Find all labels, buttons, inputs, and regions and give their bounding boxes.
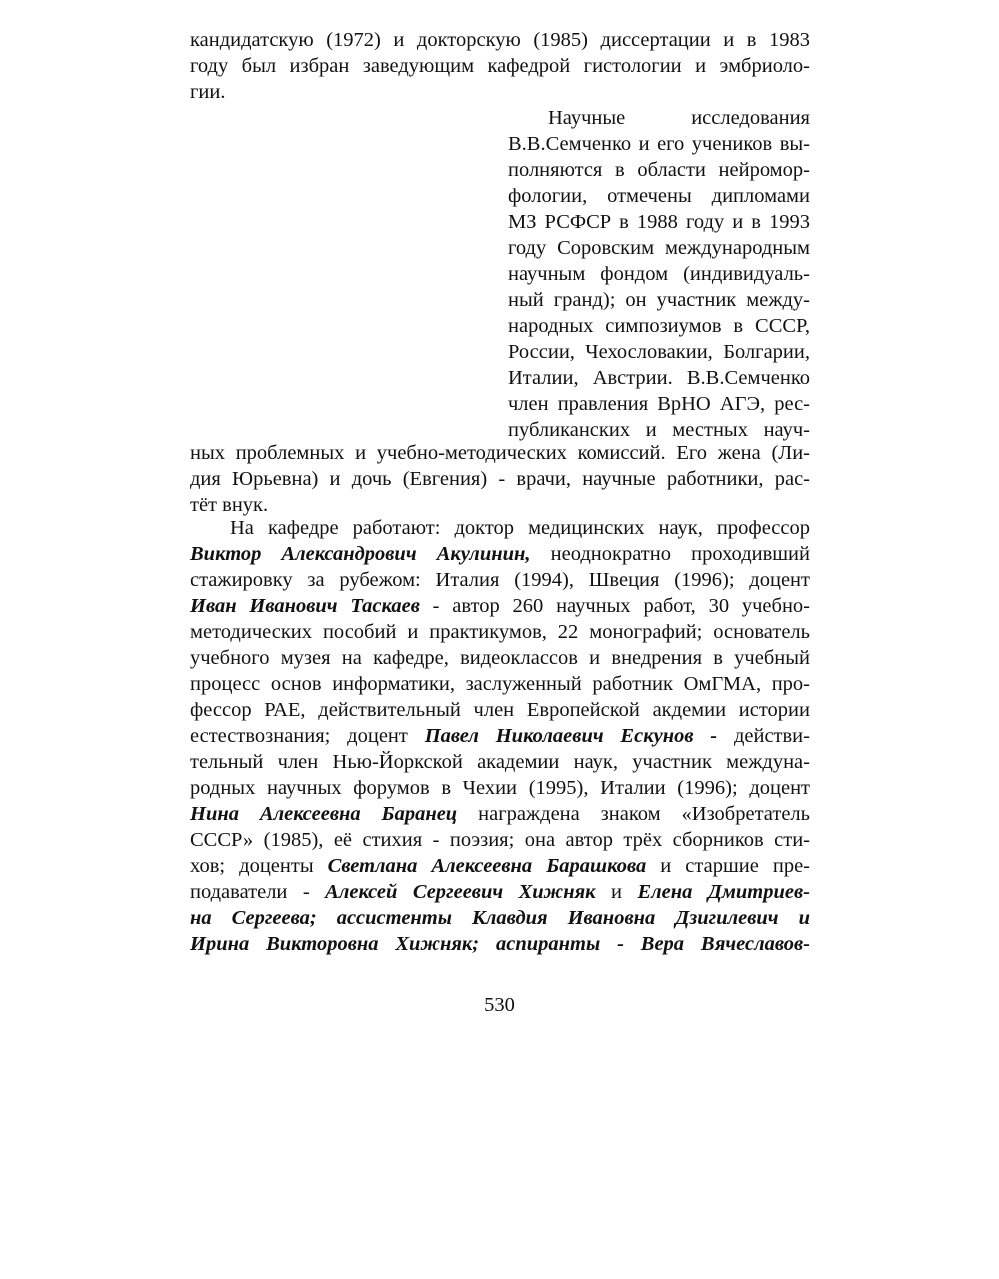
text-fragment: награждена знаком «Изобретатель [457, 803, 810, 825]
text-line: фессор РАЕ, действительный член Европейской акдемии истории [190, 699, 810, 721]
person-name: Светлана Алексеевна Барашкова [327, 855, 647, 877]
text-fragment: подаватели - [190, 881, 326, 903]
text-line: Ирина Викторовна Хижняк; аспиранты - Вера Вячеславов- [190, 933, 810, 955]
text-line: На кафедре работают: доктор медицинских наук, профессор [230, 517, 810, 539]
text-line: публиканских и местных науч- [508, 419, 810, 441]
text-line: учебного музея на кафедре, видеоклассов и внедрения в учебный [190, 647, 810, 669]
text-line: СССР» (1985), её стихия - поэзия; она автор трёх сборников сти- [190, 829, 810, 851]
text-fragment: действи- [717, 725, 810, 747]
text-line: Научные исследования [548, 107, 810, 129]
text-fragment: хов; доценты [190, 855, 328, 877]
text-line: научным фондом (индивидуаль- [508, 263, 810, 285]
person-name: Нина Алексеевна Баранец [190, 803, 458, 825]
text-line: народных симпозиумов в СССР, [508, 315, 810, 337]
person-name: Елена Дмитриев- [637, 881, 810, 903]
text-line [190, 879, 810, 905]
text-line: Италии, Австрии. В.В.Семченко [508, 367, 810, 389]
text-line: В.В.Семченко и его учеников вы- [508, 133, 810, 155]
text-fragment: - автор 260 научных работ, 30 учебно- [419, 595, 810, 617]
text-line: году Соровским международным [508, 237, 810, 259]
text-line: стажировку за рубежом: Италия (1994), Швеция (1996); доцент [190, 569, 810, 591]
text-fragment: и старшие пре- [646, 855, 810, 877]
person-name: Иван Иванович Таскаев [190, 595, 420, 617]
text-fragment: и [595, 881, 638, 903]
text-line: России, Чехословакии, Болгарии, [508, 341, 810, 363]
person-name: Алексей Сергеевич Хижняк [325, 881, 596, 903]
text-line: гии. [190, 81, 226, 103]
text-line: ных проблемных и учебно-методических комиссий. Его жена (Ли- [190, 442, 810, 464]
text-line [190, 853, 810, 879]
text-line: полняются в области нейромор- [508, 159, 810, 181]
text-line: году был избран заведующим кафедрой гистологии и эмбриоло- [190, 55, 810, 77]
text-line: ный гранд); он участник между- [508, 289, 810, 311]
text-fragment: естествознания; доцент [190, 725, 425, 747]
person-name: Виктор Александрович Акулинин, [190, 543, 531, 565]
text-line: тельный член Нью-Йоркской академии наук, участник междуна- [190, 751, 810, 773]
text-line [190, 723, 810, 749]
text-line: дия Юрьевна) и дочь (Евгения) - врачи, научные работники, рас- [190, 468, 810, 490]
text-line [190, 541, 810, 567]
text-line: фологии, отмечены дипломами [508, 185, 810, 207]
text-line: родных научных форумов в Чехии (1995), Италии (1996); доцент [190, 777, 810, 799]
text-line: процесс основ информатики, заслуженный работник ОмГМА, про- [190, 673, 810, 695]
text-line [190, 801, 810, 827]
page-number: 530 [484, 994, 515, 1016]
text-line: МЗ РСФСР в 1988 году и в 1993 [508, 211, 810, 233]
text-line: кандидатскую (1972) и докторскую (1985) диссертации и в 1983 [190, 29, 810, 51]
text-line: методических пособий и практикумов, 22 монографий; основатель [190, 621, 810, 643]
person-name: Павел Николаевич Ескунов - [424, 725, 718, 747]
text-line [190, 593, 810, 619]
text-line: на Сергеева; ассистенты Клавдия Ивановна Дзигилевич и [190, 907, 810, 929]
text-line: член правления ВрНО АГЭ, рес- [508, 393, 810, 415]
text-fragment: неоднократно проходивший [530, 543, 810, 565]
text-line: тёт внук. [190, 494, 269, 516]
